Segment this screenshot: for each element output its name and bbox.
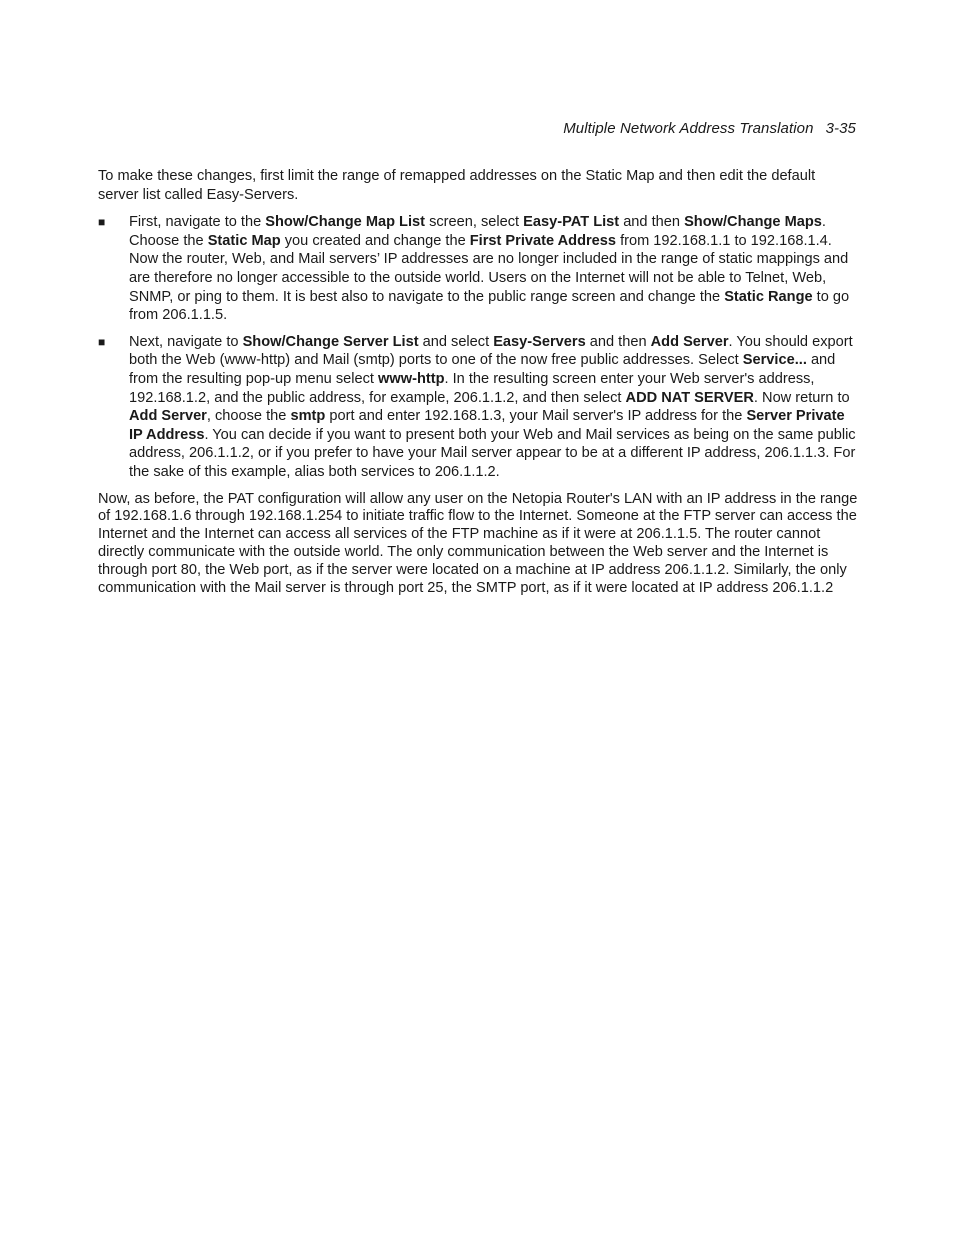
ui-term-first-private-address: First Private Address [469, 232, 617, 249]
list-item-map-list [98, 213, 858, 325]
bullet-square-icon: ■ [98, 215, 106, 230]
ui-term-static-range: Static Range [724, 288, 813, 305]
text-run: and from the resulting pop-up menu select [129, 352, 836, 387]
text-run: to go from 206.1.1.5. [129, 288, 850, 324]
text-run: you created and change the [280, 232, 470, 249]
text-run: and then [619, 214, 685, 231]
ui-term-add-server: Add Server [129, 408, 207, 425]
ui-term-show-change-maps: Show/Change Maps [684, 214, 822, 231]
ui-term-show-change-server-list: Show/Change Server List [242, 333, 419, 350]
intro-paragraph: To make these changes, first limit the range of remapped addresses on the Static Map and then edit the default server list called Easy-Servers. [98, 168, 816, 203]
text-run: . Choose the [129, 214, 826, 249]
ui-term-add-nat-server: ADD NAT SERVER [625, 389, 754, 406]
text-run: . In the resulting screen enter your Web server's address, 192.168.1.2, and the public address, for example, 206.1.1.2, and then select [129, 370, 815, 406]
text-run: port and enter 192.168.1.3, your Mail server's IP address for the [325, 408, 747, 425]
ui-term-static-map: Static Map [207, 232, 281, 249]
list-item-server-list [98, 333, 858, 482]
page-body [98, 167, 858, 598]
text-run: , choose the [206, 408, 291, 425]
text-run: First, navigate to the [129, 214, 266, 231]
bullet-square-icon: ■ [98, 334, 106, 349]
text-run: . You can decide if you want to present both your Web and Mail services as being on the same public address, 206.1.1.2, or if you prefer to have your Mail server appear to be at a different IP address, 206.1.1.3. For the sake of this example, alias both services to 206.1.1.2. [129, 426, 856, 480]
ui-term-add-server: Add Server [650, 333, 729, 350]
running-header [563, 120, 856, 137]
ui-term-smtp: smtp [290, 408, 326, 425]
text-run: . Now return to [753, 389, 850, 406]
ui-term-easy-servers: Easy-Servers [493, 333, 586, 350]
ui-term-www-http: www-http [378, 370, 445, 387]
text-run: Next, navigate to [129, 333, 243, 350]
closing-paragraph: Now, as before, the PAT configuration will allow any user on the Netopia Router's LAN with an IP address in the range of 192.168.1.6 through 192.168.1.254 to initiate traffic flow to the Internet. Someone at the FTP server can access the Internet and the Internet can access all services of the FTP machine as if it were at 206.1.1.5. The router cannot directly communicate with the outside world. The only communication between the Web server and the Internet is through port 80, the Web port, as if the server were located on a machine at IP address 206.1.1.2. Similarly, the only communication with the Mail server is through port 25, the SMTP port, as if it were located at IP address 206.1.1.2 [98, 490, 858, 597]
text-run: from 192.168.1.1 to 192.168.1.4. Now the router, Web, and Mail servers’ IP addresses are no longer included in the range of static mappings and are therefore no longer accessible to the outside world. Users on the Internet will not be able to Telnet, Web, SNMP, or ping to them. It is best also to navigate to the public range screen and change the [129, 232, 849, 305]
ui-term-service: Service... [742, 352, 807, 369]
text-run: screen, select [425, 214, 524, 231]
text-run: and select [418, 333, 494, 350]
page-number: 3-35 [825, 120, 856, 137]
header-title: Multiple Network Address Translation [563, 120, 814, 137]
text-run: and then [585, 333, 651, 350]
ui-term-easy-pat-list: Easy-PAT List [523, 214, 620, 231]
ui-term-show-change-map-list: Show/Change Map List [265, 214, 426, 231]
instruction-list [98, 213, 858, 481]
ui-term-server-private-ip-address: Server Private IP Address [129, 408, 845, 443]
text-run: . You should export both the Web (www-http) and Mail (smtp) ports to one of the now free public addresses. Select [129, 333, 853, 369]
